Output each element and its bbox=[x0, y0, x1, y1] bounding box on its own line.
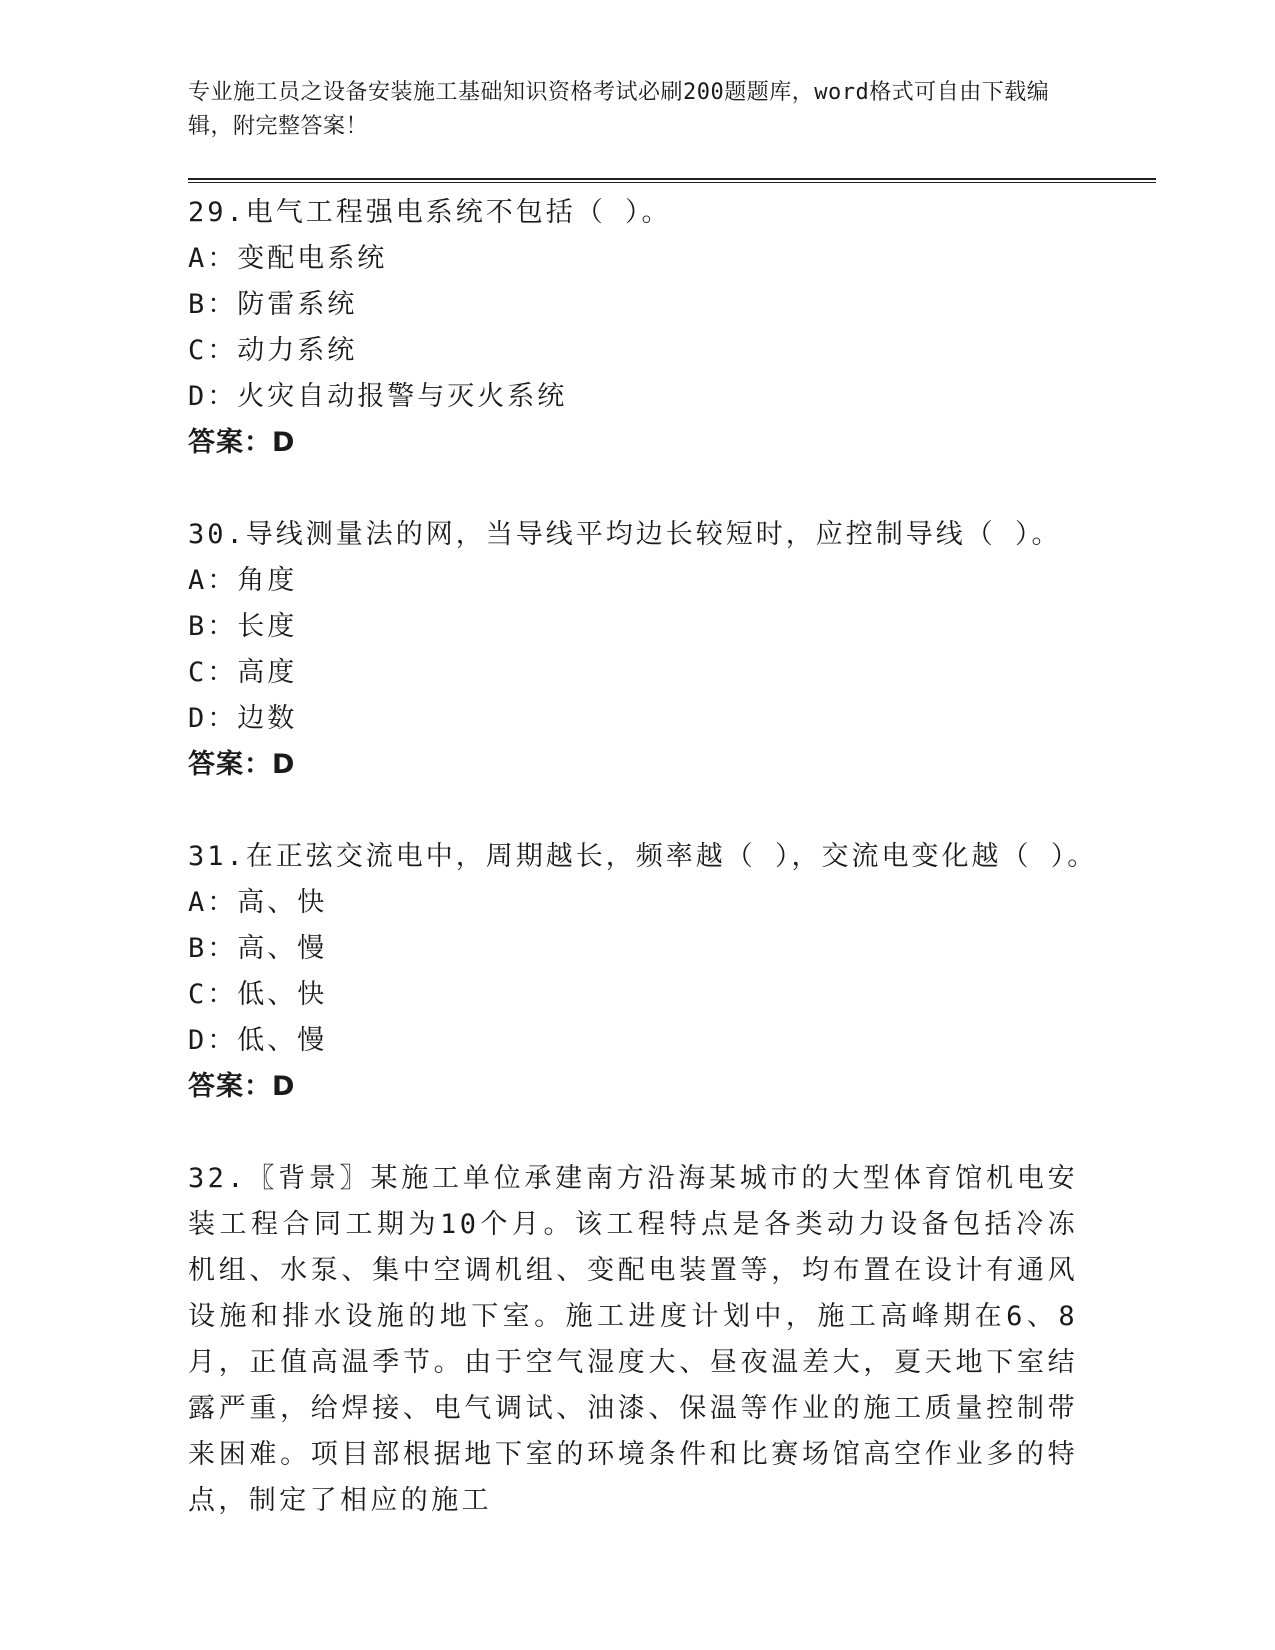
answer: 答案：D bbox=[188, 1071, 296, 1102]
option-b: B：防雷系统 bbox=[188, 289, 358, 320]
question-29 bbox=[188, 190, 1078, 466]
page-header: 专业施工员之设备安装施工基础知识资格考试必刷200题题库，word格式可自由下载编辑，附完整答案！ bbox=[188, 80, 1050, 139]
question-list bbox=[188, 190, 1098, 1524]
question-31 bbox=[188, 834, 1098, 1110]
option-a: A：高、快 bbox=[188, 887, 328, 918]
question-stem: 31.在正弦交流电中，周期越长，频率越（ ），交流电变化越（ ）。 bbox=[188, 841, 1098, 872]
question-stem: 29.电气工程强电系统不包括（ ）。 bbox=[188, 197, 672, 228]
option-d: D：低、慢 bbox=[188, 1025, 328, 1056]
option-d: D：边数 bbox=[188, 703, 298, 734]
answer: 答案：D bbox=[188, 749, 296, 780]
option-a: A：变配电系统 bbox=[188, 243, 388, 274]
question-30 bbox=[188, 512, 1078, 788]
option-c: C：动力系统 bbox=[188, 335, 358, 366]
option-c: C：高度 bbox=[188, 657, 298, 688]
option-d: D：火灾自动报警与灭火系统 bbox=[188, 381, 568, 412]
header-divider bbox=[188, 178, 1156, 183]
option-a: A：角度 bbox=[188, 565, 298, 596]
question-stem: 30.导线测量法的网，当导线平均边长较短时，应控制导线（ ）。 bbox=[188, 519, 1062, 550]
option-c: C：低、快 bbox=[188, 979, 328, 1010]
option-b: B：长度 bbox=[188, 611, 298, 642]
question-32-passage: 32.〖背景〗某施工单位承建南方沿海某城市的大型体育馆机电安装工程合同工期为10个月。该工程特点是各类动力设备包括冷冻机组、水泵、集中空调机组、变配电装置等，均布置在设计有通风设施和排水设施的地下室。施工进度计划中，施工高峰期在6、8月，正值高温季节。由于空气湿度大、昼夜温差大，夏天地下室结露严重，给焊接、电气调试、油漆、保温等作业的施工质量控制带来困难。项目部根据地下室的环境条件和比赛场馆高空作业多的特点，制定了相应的施工 bbox=[188, 1163, 1078, 1516]
answer: 答案：D bbox=[188, 427, 296, 458]
option-b: B：高、慢 bbox=[188, 933, 328, 964]
